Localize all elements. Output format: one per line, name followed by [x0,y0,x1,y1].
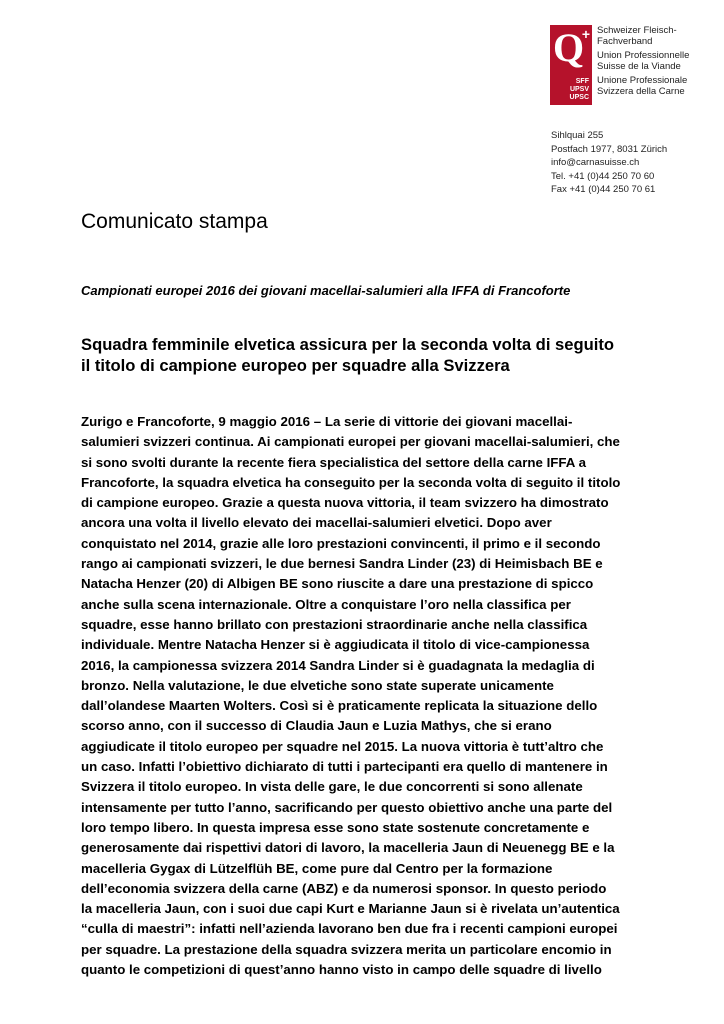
body-line: di campione europeo. Grazie a questa nuova vittoria, il team svizzero ha dimostrato [81,495,609,511]
address-phone: Tel. +41 (0)44 250 70 60 [551,170,655,182]
body-line: individuale. Mentre Natacha Henzer si è aggiudicata il titolo di vice-campionessa [81,637,590,653]
address-fax: Fax +41 (0)44 250 70 61 [551,184,656,195]
body-text [81,412,701,980]
body-line: quanto le competizioni di quest’anno hanno visto in campo delle squadre di livello [81,962,602,978]
address-postbox: Postfach 1977, 8031 Zürich [551,143,668,155]
document-subtitle: Campionati europei 2016 dei giovani macellai-salumieri alla IFFA di Francoforte [81,283,571,298]
body-line: aggiudicate il titolo europeo per squadre nel 2015. La nuova vittoria è tutt’altro che [81,738,604,754]
body-line: 2016, la campionessa svizzera 2014 Sandra Linder si è guadagnata la medaglia di [81,657,595,673]
body-line: intensamente per tutto l’anno, sacrificando per questo obiettivo anche una parte del [81,799,613,815]
body-line: conquistato nel 2014, grazie alle loro prestazioni convincenti, il primo e il secondo [81,535,601,551]
body-line: si sono svolti durante la recente fiera specialistica del settore della carne IFFA a [81,454,586,470]
logo-letter: Q [553,25,585,70]
org-name-de: Schweizer Fleisch- Fachverband [597,25,677,47]
association-logo [550,25,592,105]
org-name-fr: Union Professionnelle Suisse de la Viande [597,50,690,72]
body-line: un caso. Infatti l’obiettivo dichiarato di tutti i partecipanti era quello di mantenere in [81,759,608,775]
body-line: anche sulla scena internazionale. Oltre a conquistare l’oro nella classifica per [81,596,571,612]
body-line: Natacha Henzer (20) di Albigen BE sono riuscite a dare una prestazione di spicco [81,576,594,592]
body-line: ancora una volta il livello elevato dei macellai-salumieri elvetici. Dopo aver [81,515,552,531]
body-line: Francoforte, la squadra elvetica ha conseguito per la seconda volta di seguito il titolo [81,474,621,490]
headline: Squadra femminile elvetica assicura per la seconda volta di seguito il titolo di campione europeo per squadre alla Svizzera [81,335,615,375]
body-line: salumieri svizzeri continua. Ai campionati europei per giovani macellai-salumieri, che [81,434,620,450]
body-line: per squadre. La prestazione della squadra svizzera merita un particolare encomio in [81,941,612,957]
body-line: Zurigo e Francoforte, 9 maggio 2016 – La serie di vittorie dei giovani macellai- [81,414,573,429]
organization-name [597,25,717,100]
org-name-it: Unione Professionale Svizzera della Carne [597,75,688,97]
body-line: rango ai campionati svizzeri, le due bernesi Sandra Linder (23) di Heimisbach BE e [81,556,603,572]
body-line: scorso anno, con il successo di Claudia Jaun e Luzia Mathys, che si erano [81,718,552,734]
body-line: macelleria Gygax di Lützelflüh BE, come pure dal Centro per la formazione [81,860,553,876]
address-email: info@carnasuisse.ch [551,157,640,168]
body-line: loro tempo libero. In questa impresa esse sono state sostenute concretamente e [81,819,590,835]
address-street: Sihlquai 255 [551,130,604,141]
body-line: Svizzera il titolo europeo. In vista delle gare, le due concorrenti si sono allenate [81,779,583,795]
document-title: Comunicato stampa [81,210,268,233]
body-line: “culla di maestri”: infatti nell’azienda lavorano ben due fra i recenti campioni europei [81,921,618,937]
body-line: bronzo. Nella valutazione, le due elvetiche sono state superate unicamente [81,677,554,693]
body-line: dall’olandese Maarten Wolters. Così si è praticamente replicata la situazione dello [81,698,598,714]
logo-abbreviations: SFF UPSV UPSC [569,78,589,101]
body-line: generosamente dai rispettivi datori di lavoro, la macelleria Jaun di Neuenegg BE e la [81,840,615,856]
body-line: la macelleria Jaun, con i suoi due capi Kurt e Marianne Jaun si è rivelata un’autentica [81,901,620,917]
body-line: squadre, esse hanno brillato con prestazioni straordinarie anche nella classifica [81,616,588,632]
swiss-cross-icon: + [581,26,590,42]
body-line: dell’economia svizzera della carne (ABZ) e da numerosi sponsor. In questo periodo [81,880,607,896]
address-block [551,129,667,197]
